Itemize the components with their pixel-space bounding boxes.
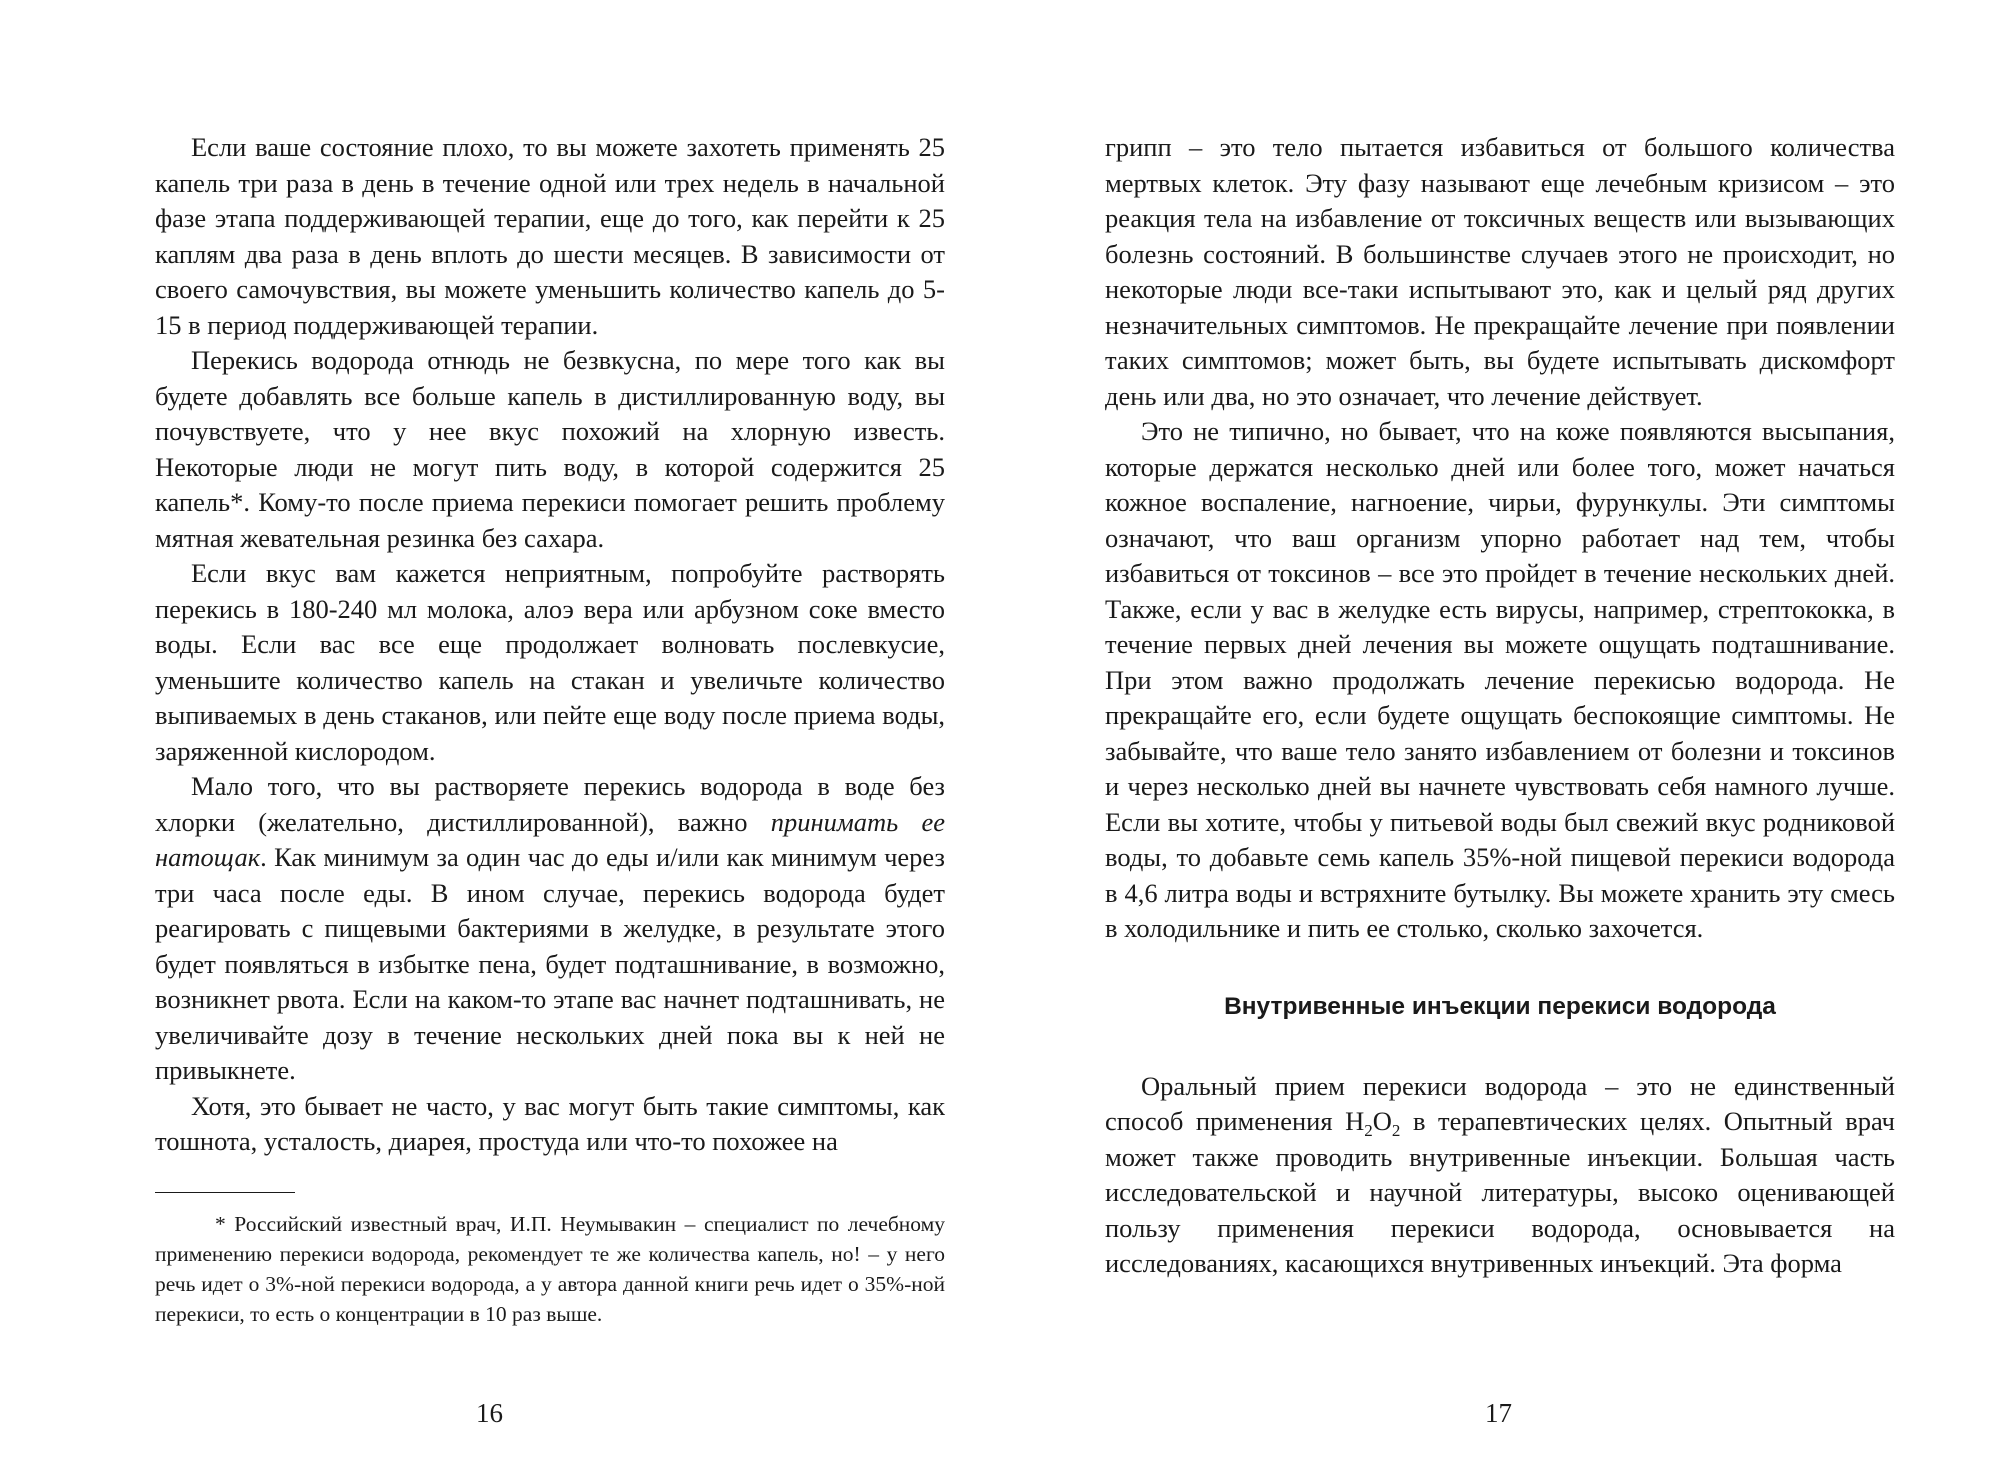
page-number-right: 17 [1485, 1398, 1512, 1428]
paragraph: Если вкус вам кажется неприятным, попробуйте растворять перекись в 180-240 мл молока, алоэ вера или арбузном соке вместо воды. Если вас все еще продолжает волновать послевкусие, уменьшите количество капель на стакан и увеличьте количество выпиваемых в день стаканов, или пейте еще воду после приема воды, заряженной кислородом. [155, 558, 945, 766]
right-page [1105, 130, 1895, 1282]
paragraph: Перекись водорода отнюдь не безвкусна, по мере того как вы будете добавлять все больше капель в дистиллированную воду, вы почувствуете, что у нее вкус похожий на хлорную известь. Некоторые люди не могут пить воду, в которой содержится 25 капель*. Кому-то после приема перекиси помогает решить проблему мятная жевательная резинка без сахара. [155, 345, 945, 553]
paragraph: Это не типично, но бывает, что на коже появляются высыпания, которые держатся несколько дней или более того, может начаться кожное воспаление, нагноение, чирьи, фурункулы. Эти симптомы означают, что ваш организм упорно работает над тем, чтобы избавиться от токсинов – все это пройдет в течение нескольких дней. Также, если у вас в желудке есть вирусы, например, стрептококка, в течение первых дней лечения вы можете ощущать подташнивание. При этом важно продолжать лечение перекисью водорода. Не прекращайте его, если будете ощущать беспокоящие симптомы. Не забывайте, что ваше тело занято избавлением от болезни и токсинов и через несколько дней вы начнете чувствовать себя намного лучше. Если вы хотите, чтобы у питьевой воды был свежий вкус родниковой воды, то добавьте семь капель 35%-ной пищевой перекиси водорода в 4,6 литра воды и встряхните бутылку. Вы можете хранить эту смесь в холодильнике и пить ее столько, сколько захочется. [1105, 416, 1895, 943]
paragraph-with-formula [1105, 1069, 1895, 1282]
paragraph-text: Оральный прием перекиси водорода – это не единственный способ применения [1105, 1070, 1895, 1136]
footnote-divider [155, 1192, 295, 1193]
formula-subscript: 2 [1391, 1121, 1401, 1140]
paragraph-text: Мало того, что вы растворяете перекись водорода в воде без хлорки (желательно, дистиллированной), важно [155, 771, 945, 837]
paragraph-continuation: грипп – это тело пытается избавиться от большого количества мертвых клеток. Эту фазу называют еще лечебным кризисом – это реакция тела на избавление от токсичных веществ или вызывающих болезнь состояний. В большинстве случаев этого не происходит, но некоторые люди все-таки испытывают это, как и целый ряд других незначительных симптомов. Не прекращайте лечение при появлении таких симптомов; может быть, вы будете испытывать дискомфорт день или два, но это означает, что лечение действует. [1105, 132, 1895, 411]
paragraph-text: . Как минимум за один час до еды и/или как минимум через три часа после еды. В ином случае, перекись водорода будет реагировать с пищевыми бактериями в желудке, в результате этого будет появляться в избытке пена, будет подташнивание, в возможно, возникнет рвота. Если на каком-то этапе вас начнет подташнивать, не увеличивайте дозу в течение нескольких дней пока вы к ней не привыкнете. [155, 842, 945, 1085]
footnote: * Российский известный врач, И.П. Неумывакин – специалист по лечебному применению перекиси водорода, рекомендует те же количества капель, но! – у него речь идет о 3%-ной перекиси водорода, а у автора данной книги речь идет о 35%-ной перекиси, то есть о концентрации в 10 раз выше. [155, 1211, 945, 1326]
section-heading: Внутривенные инъекции перекиси водорода [1224, 992, 1776, 1020]
formula-symbol: O [1372, 1106, 1392, 1136]
formula-symbol: H [1345, 1106, 1365, 1136]
paragraph-with-emphasis [155, 769, 945, 1089]
formula-subscript: 2 [1364, 1121, 1373, 1140]
emphasis-text: принимать ее натощак [155, 806, 945, 872]
left-page [155, 130, 945, 1329]
paragraph-text: в терапевтических целях. Опытный врач может также проводить внутривенные инъекции. Большая часть исследовательской и научной литературы, высоко оценивающей пользу применения перекиси водорода, основывается на исследованиях, касающихся внутривенных инъекций. Эта форма [1105, 1106, 1895, 1278]
paragraph: Хотя, это бывает не часто, у вас могут быть такие симптомы, как тошнота, усталость, диарея, простуда или что-то похожее на [155, 1090, 945, 1156]
paragraph: Если ваше состояние плохо, то вы можете захотеть применять 25 капель три раза в день в течение одной или трех недель в начальной фазе этапа поддерживающей терапии, еще до того, как перейти к 25 каплям два раза в день вплоть до шести месяцев. В зависимости от своего самочувствия, вы можете уменьшить количество капель до 5-15 в период поддерживающей терапии. [155, 132, 945, 340]
page-number-left: 16 [476, 1398, 503, 1428]
chemical-formula [1345, 1106, 1401, 1140]
